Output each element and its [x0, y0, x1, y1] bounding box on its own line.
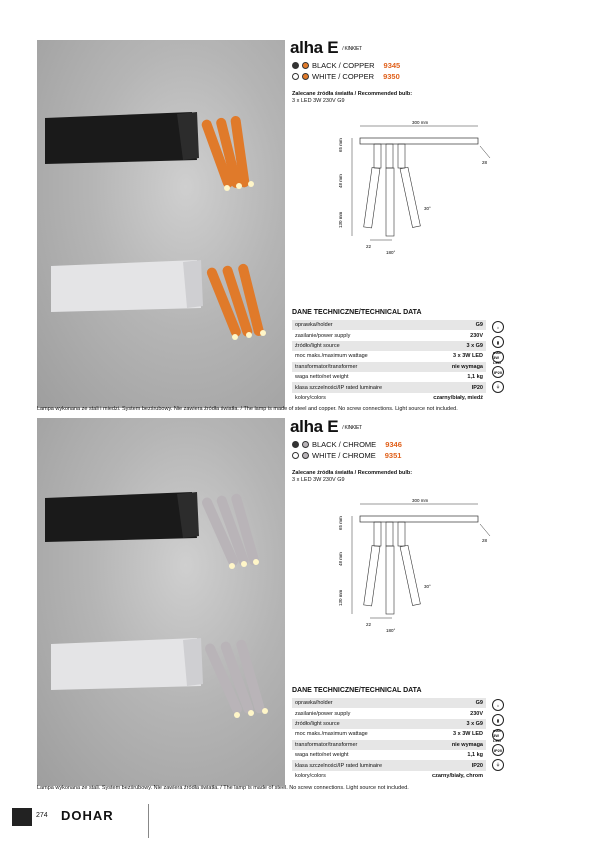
lamp-illustration	[37, 418, 285, 786]
table-row: waga netto/net weight 1,1 kg	[295, 752, 483, 759]
dim-diameter: 22	[366, 622, 372, 627]
tubes-top	[200, 493, 260, 569]
product-title: alha E / KINKIET	[290, 38, 362, 57]
table-row: kolory/colors czarny/biały, miedź	[295, 394, 483, 401]
dim-angle: 30°	[424, 584, 431, 589]
color-dot-icon	[302, 73, 309, 80]
dim-h3: 130 mm	[338, 211, 343, 228]
color-dot-icon	[292, 441, 299, 448]
ground-icon: ⏚	[492, 381, 504, 393]
table-row: oprawka/holder G9	[292, 698, 486, 708]
brand-logo: DOHAR	[61, 808, 114, 823]
ground-icon: ⏚	[492, 759, 504, 771]
product-photo-1	[37, 40, 285, 408]
table-row: zasilanie/power supply 230V	[295, 332, 483, 339]
dim-width: 300 mm	[412, 120, 429, 125]
dim-h2: 48 mm	[338, 552, 343, 566]
technical-drawing-2	[330, 496, 500, 641]
house-icon: ⌂	[492, 699, 504, 711]
color-dot-icon	[292, 73, 299, 80]
tech-title: DANE TECHNICZNE/TECHNICAL DATA	[292, 309, 422, 316]
table-row: zasilanie/power supply 230V	[295, 710, 483, 717]
product-note-2: Lampa wykonana ze stali. System bezśrubowy. Nie zawiera źródła światła. / The lamp is made of steel. No screw connections. Light source not included.	[37, 785, 409, 791]
tech-table-2	[292, 698, 486, 781]
variant-2: WHITE / CHROME 9351	[292, 450, 402, 461]
recommended-bulb: Zalecane źródła światła / Recommended bulb: 3 x LED 3W 230V G9	[292, 91, 413, 104]
dim-rotation: 180°	[386, 628, 396, 633]
spec-icons-1	[492, 321, 506, 396]
led-icon: max 3W LED	[492, 351, 504, 363]
dim-h2: 48 mm	[338, 174, 343, 188]
table-row: klasa szczelności/IP rated luminaire IP20	[292, 382, 486, 392]
dim-rotation: 180°	[386, 250, 396, 255]
table-row: moc maks./maximum wattage 3 x 3W LED	[295, 353, 483, 360]
footer-divider	[148, 804, 149, 838]
variant-1: BLACK / CHROME 9346	[292, 439, 402, 450]
recommended-bulb: Zalecane źródła światła / Recommended bulb: 3 x LED 3W 230V G9	[292, 470, 413, 483]
table-row: moc maks./maximum wattage 3 x 3W LED	[295, 731, 483, 738]
tech-title: DANE TECHNICZNE/TECHNICAL DATA	[292, 687, 422, 694]
product-title: alha E / KINKIET	[290, 417, 362, 436]
product-photo-2	[37, 418, 285, 786]
dim-h1: 65 mm	[338, 138, 343, 152]
led-icon: max 3W LED	[492, 729, 504, 741]
variant-2: WHITE / COPPER 9350	[292, 71, 400, 82]
spec-icons-2	[492, 699, 506, 774]
dim-diameter: 22	[366, 244, 372, 249]
table-row: źródło/light source 3 x G9	[292, 341, 486, 351]
tech-table-1	[292, 320, 486, 403]
ip20-icon: IP20	[492, 366, 504, 378]
table-row: klasa szczelności/IP rated luminaire IP20	[292, 760, 486, 770]
color-dot-icon	[292, 452, 299, 459]
color-dot-icon	[292, 62, 299, 69]
technical-drawing-1	[330, 118, 500, 263]
table-row: waga netto/net weight 1,1 kg	[295, 374, 483, 381]
table-row: kolory/colors czarny/biały, chrom	[295, 772, 483, 779]
variant-list	[292, 60, 400, 82]
dim-width: 300 mm	[412, 498, 429, 503]
table-row: transformator/transformer nie wymaga	[292, 362, 486, 372]
house-icon: ⌂	[492, 321, 504, 333]
bulb-icon: ▮	[492, 714, 504, 726]
color-dot-icon	[302, 62, 309, 69]
dim-h1: 65 mm	[338, 516, 343, 530]
tubes-top	[200, 115, 254, 191]
lamp-illustration	[37, 40, 285, 408]
page-number: 274	[36, 812, 48, 819]
color-dot-icon	[302, 441, 309, 448]
variant-1: BLACK / COPPER 9345	[292, 60, 400, 71]
dim-depth: 28	[482, 538, 488, 543]
table-row: transformator/transformer nie wymaga	[292, 740, 486, 750]
tubes-bottom	[203, 639, 268, 718]
dim-angle: 30°	[424, 206, 431, 211]
table-row: źródło/light source 3 x G9	[292, 719, 486, 729]
footer-block	[12, 808, 32, 826]
tubes-bottom	[205, 263, 266, 340]
dim-h3: 130 mm	[338, 589, 343, 606]
color-dot-icon	[302, 452, 309, 459]
product-note-1: Lampa wykonana ze stali i miedzi. System bezśrubowy. Nie zawiera źródła światła. / The lamp is made of steel and copper. No screw connections. Light source not included.	[37, 406, 458, 412]
table-row: oprawka/holder G9	[292, 320, 486, 330]
dim-depth: 28	[482, 160, 488, 165]
ip20-icon: IP20	[492, 744, 504, 756]
variant-list	[292, 439, 402, 461]
bulb-icon: ▮	[492, 336, 504, 348]
